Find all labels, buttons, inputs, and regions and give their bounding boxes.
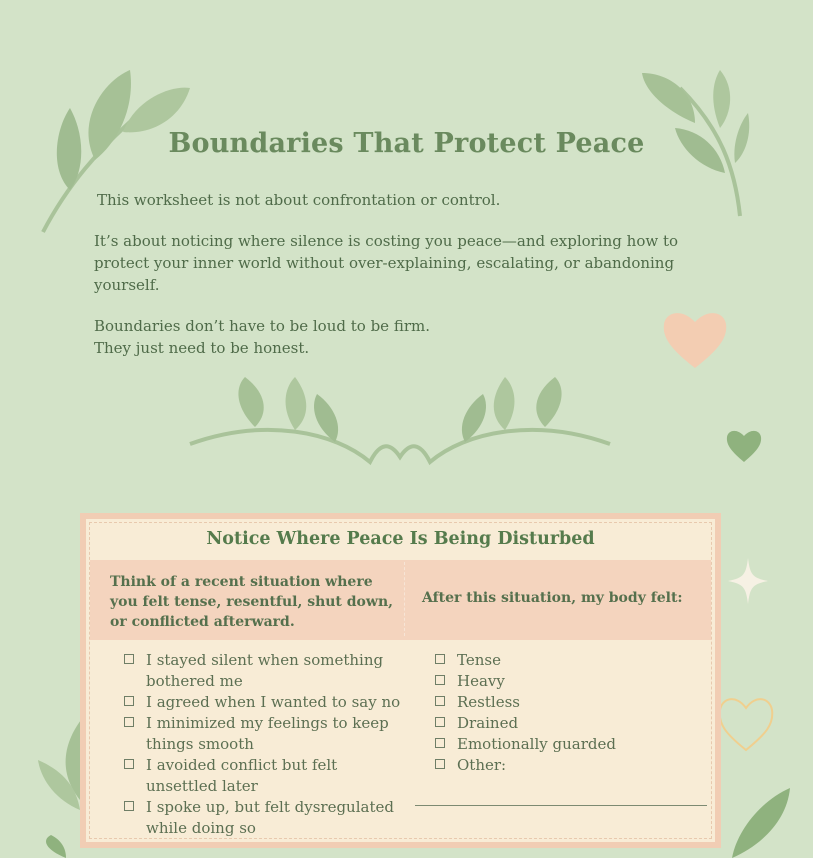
checkbox-icon[interactable] — [435, 675, 445, 685]
checklist-item[interactable] — [124, 650, 409, 692]
checklist-item[interactable] — [124, 692, 409, 713]
checklist-item-label: Other: — [457, 756, 507, 774]
left-column-header: Think of a recent situation where you felt tense, resentful, shut down, or conflicted afterward. — [110, 574, 394, 630]
intro-line: Boundaries don’t have to be loud to be firm. — [94, 317, 430, 335]
checkbox-icon[interactable] — [124, 654, 134, 664]
checkbox-icon[interactable] — [435, 759, 445, 769]
right-column-header: After this situation, my body felt: — [422, 590, 683, 606]
checklist-item[interactable] — [435, 650, 685, 671]
checklist-item-label: Tense — [457, 651, 501, 669]
checklist-item-label: I spoke up, but felt dysregulated while doing so — [146, 798, 394, 837]
checklist-item[interactable] — [435, 671, 685, 692]
heart-icon — [726, 428, 762, 464]
checklist-item[interactable] — [124, 713, 409, 755]
page-title: Boundaries That Protect Peace — [168, 128, 645, 159]
checklist-item-label: Restless — [457, 693, 520, 711]
checkbox-icon[interactable] — [435, 654, 445, 664]
checklist-item[interactable] — [435, 734, 685, 755]
intro-paragraph: It’s about noticing where silence is costing you peace—and exploring how to protect your inner world without over-explaining, escalating, or abandoning yourself. — [94, 232, 679, 294]
worksheet-card — [80, 513, 721, 848]
other-write-in-line[interactable] — [415, 805, 707, 806]
intro-line: They just need to be honest. — [94, 339, 310, 357]
leaf-sprig-icon — [722, 780, 792, 858]
column-divider — [404, 562, 405, 636]
checkbox-icon[interactable] — [124, 717, 134, 727]
checklist-item-label: I agreed when I wanted to say no — [146, 693, 401, 711]
checklist-item[interactable] — [124, 797, 409, 839]
checklist-item-label: Emotionally guarded — [457, 735, 616, 753]
checkbox-icon[interactable] — [124, 696, 134, 706]
leaf-sprig-icon — [185, 372, 615, 472]
leaf-sprig-icon — [36, 700, 86, 858]
checklist-item[interactable] — [124, 755, 409, 797]
checklist-item-label: Heavy — [457, 672, 505, 690]
intro-paragraph — [94, 315, 684, 359]
heart-outline-icon — [716, 694, 776, 754]
right-checklist — [435, 650, 685, 776]
checklist-item[interactable] — [435, 692, 685, 713]
checkbox-icon[interactable] — [435, 738, 445, 748]
sparkle-icon — [728, 558, 768, 604]
checkbox-icon[interactable] — [435, 717, 445, 727]
column-header-band — [90, 560, 711, 640]
checkbox-icon[interactable] — [124, 801, 134, 811]
left-checklist — [124, 650, 409, 839]
checklist-item-label: I minimized my feelings to keep things smooth — [146, 714, 389, 753]
checklist-item-label: I stayed silent when something bothered me — [146, 651, 384, 690]
checklist-item[interactable] — [435, 755, 685, 776]
card-title: Notice Where Peace Is Being Disturbed — [90, 523, 711, 561]
checklist-item-label: Drained — [457, 714, 519, 732]
checklist-item-label: I avoided conflict but felt unsettled later — [146, 756, 338, 795]
card-inner — [89, 522, 712, 839]
checkbox-icon[interactable] — [435, 696, 445, 706]
intro-paragraph: This worksheet is not about confrontation or control. — [97, 191, 501, 209]
checkbox-icon[interactable] — [124, 759, 134, 769]
checklist-item[interactable] — [435, 713, 685, 734]
